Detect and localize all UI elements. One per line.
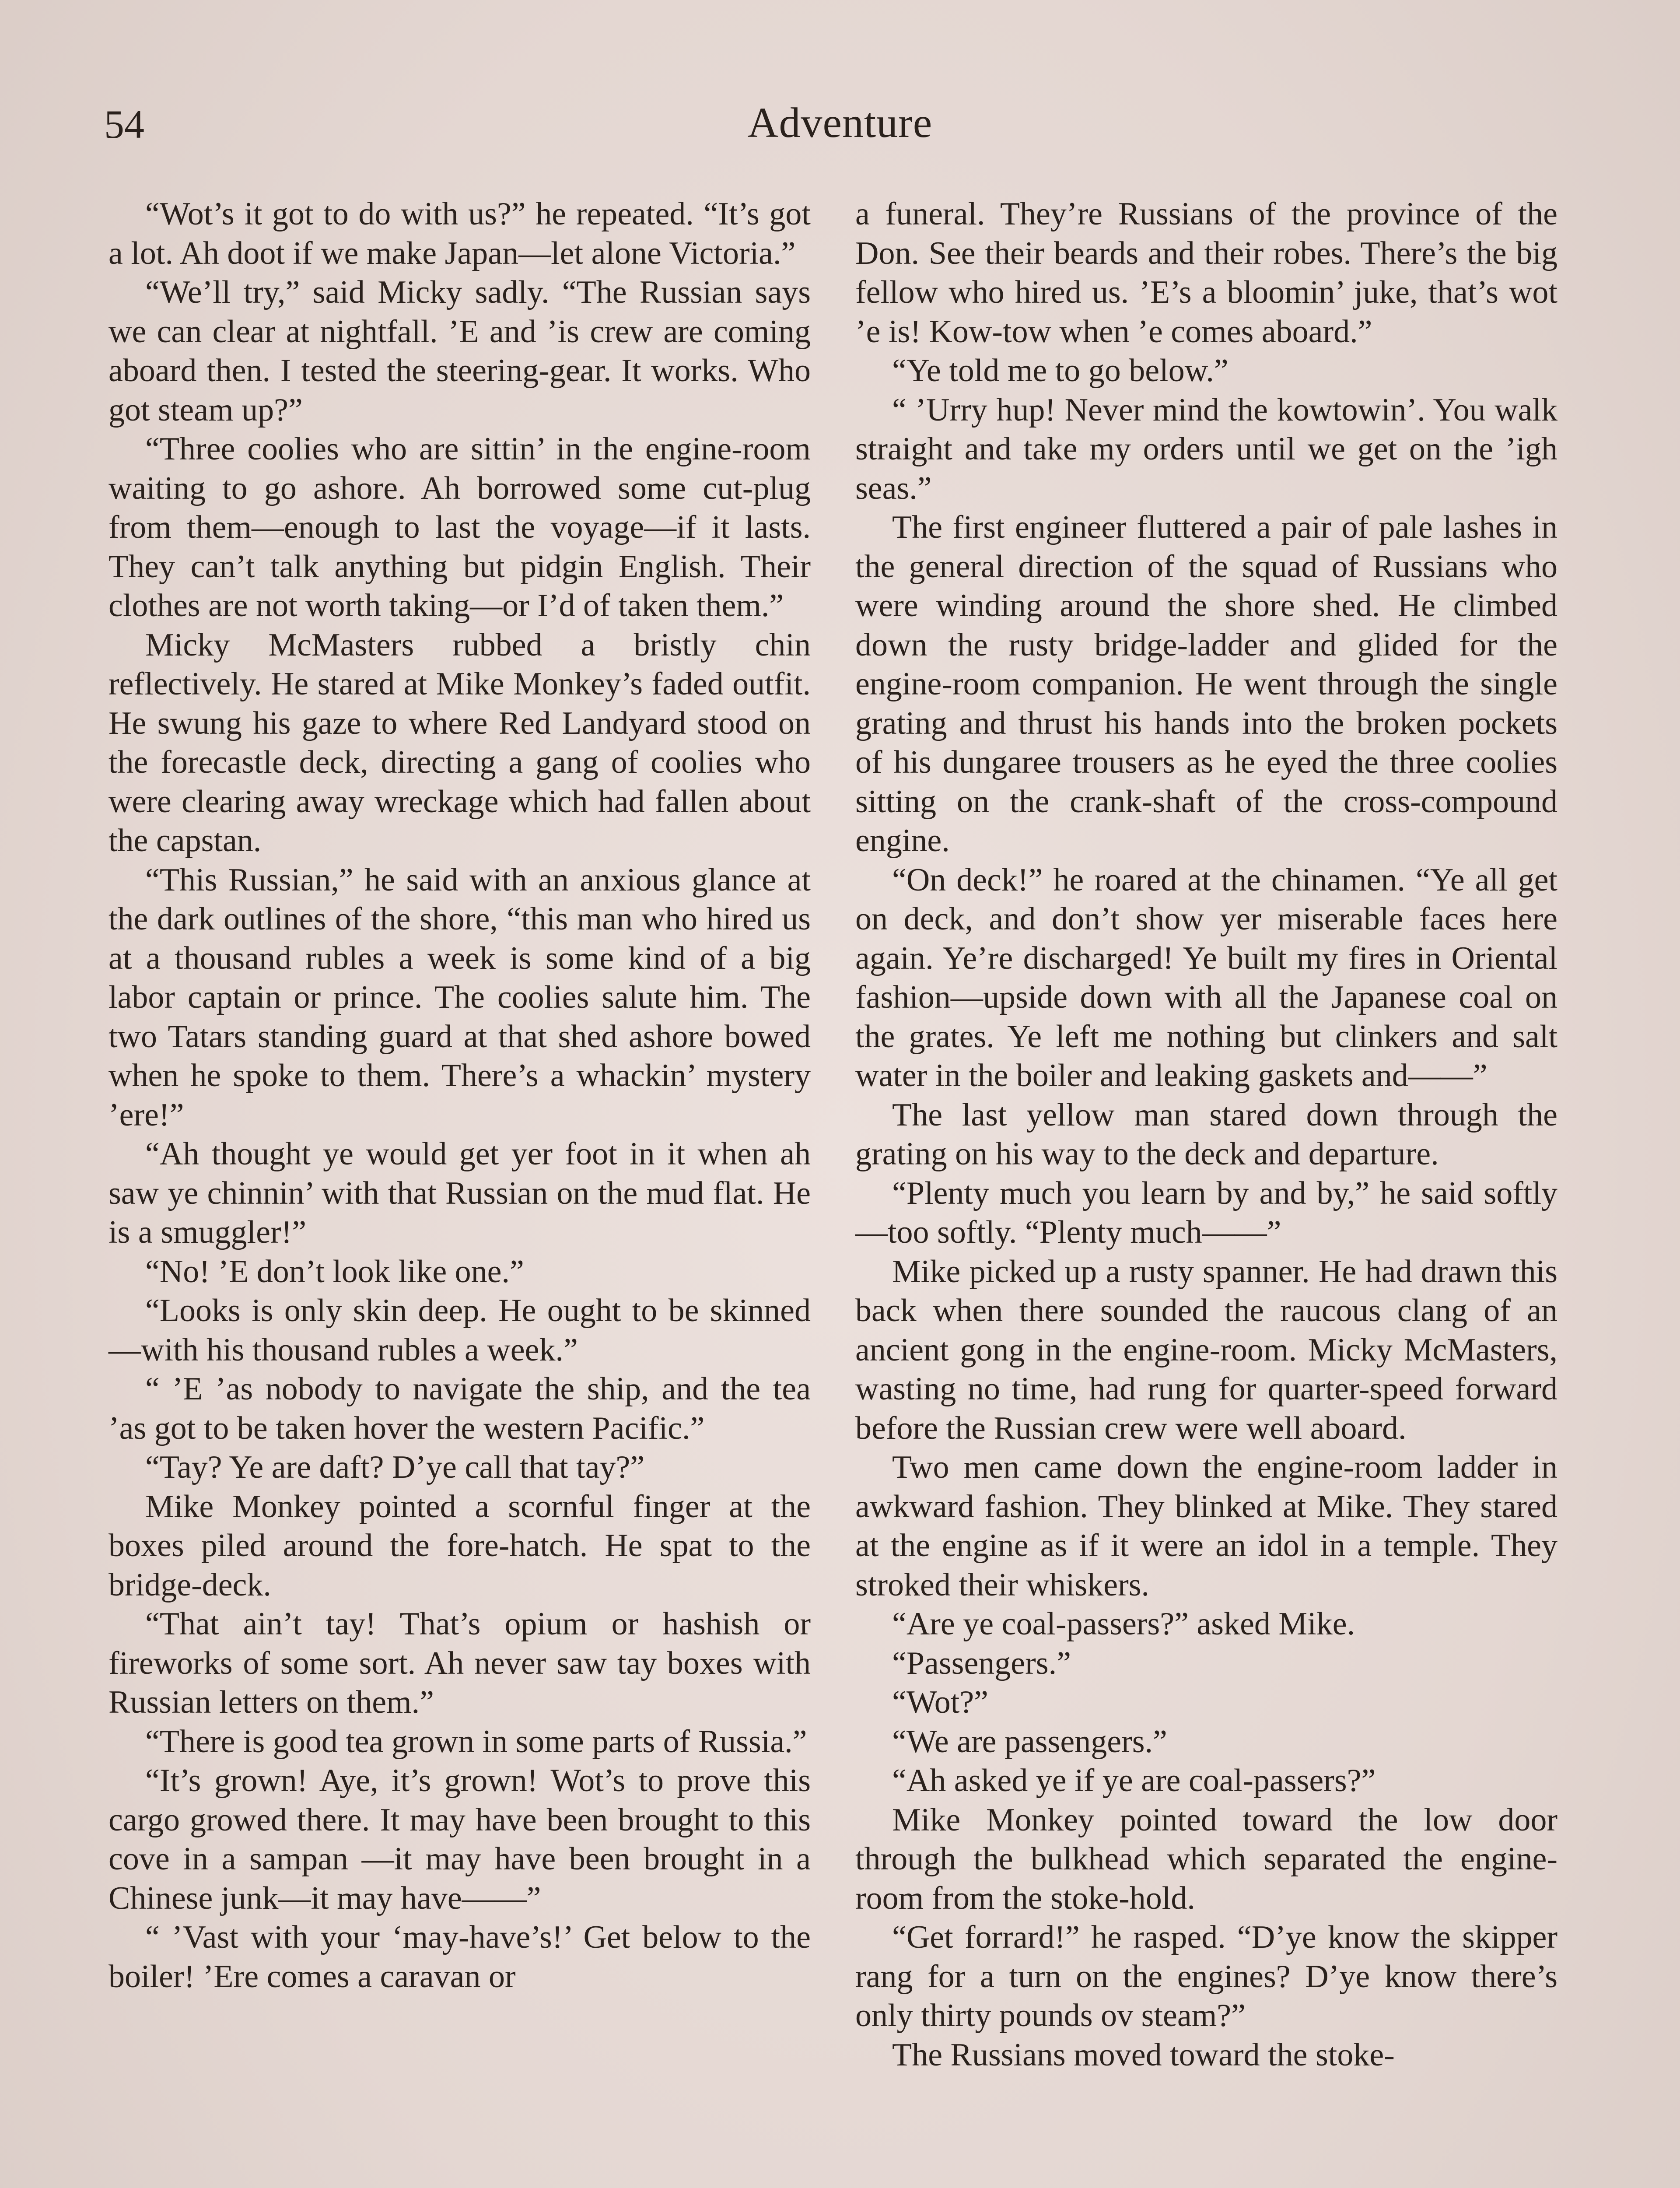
paragraph: “Looks is only skin deep. He ought to be skinned—with his thousand rubles a week.” xyxy=(108,1293,811,1368)
paragraph: “Three coolies who are sittin’ in the engine-room waiting to go ashore. Ah borrowed some cut-plug from them—enough to last the voyage—if it lasts. They can’t talk anything but pidgin English. Their clothes are not worth taking—or I’d of taken them.” xyxy=(108,431,811,624)
paragraph: “Are ye coal-passers?” asked Mike. xyxy=(892,1606,1355,1642)
paragraph: “Tay? Ye are daft? D’ye call that tay?” xyxy=(145,1449,645,1485)
paragraph: Mike Monkey pointed toward the low door through the bulkhead which separated the engine-room from the stoke-hold. xyxy=(855,1802,1558,1916)
running-head: Adventure xyxy=(747,99,933,147)
paragraph: “ ’Urry hup! Never mind the kowtowin’. You walk straight and take my orders until we get on the ’igh seas.” xyxy=(855,392,1558,506)
paragraph: Mike Monkey pointed a scornful finger at the boxes piled around the fore-hatch. He spat to the bridge-deck. xyxy=(108,1488,811,1603)
paragraph: “On deck!” he roared at the chinamen. “Ye all get on deck, and don’t show yer miserable faces here again. Ye’re discharged! Ye built my fires in Oriental fashion—upside down with all the Japanese coal on the grates. Ye left me nothing but clinkers and salt water in the boiler and leaking gaskets and——” xyxy=(855,862,1558,1094)
paragraph: “We’ll try,” said Micky sadly. “The Russian says we can clear at nightfall. ’E and ’is crew are coming aboard then. I tested the steering-gear. It works. Who got steam up?” xyxy=(108,274,811,428)
paragraph: The last yellow man stared down through the grating on his way to the deck and departure. xyxy=(855,1097,1558,1172)
paragraph: “Ye told me to go below.” xyxy=(892,353,1228,389)
paragraph: “ ’E ’as nobody to navigate the ship, and the tea ’as got to be taken hover the western Pacific.” xyxy=(108,1371,811,1446)
paragraph: “There is good tea grown in some parts of Russia.” xyxy=(145,1723,807,1760)
paragraph: “Wot’s it got to do with us?” he repeated. “It’s got a lot. Ah doot if we make Japan—let alone Victoria.” xyxy=(108,196,811,271)
paragraph: a funeral. They’re Russians of the province of the Don. See their beards and their robes. There’s the big fellow who hired us. ’E’s a bloomin’ juke, that’s wot ’e is! Kow-tow when ’e comes aboard.” xyxy=(855,196,1558,350)
paragraph: “Wot?” xyxy=(892,1684,989,1720)
paragraph: The Russians moved toward the stoke- xyxy=(892,2037,1395,2073)
paragraph: Mike picked up a rusty spanner. He had drawn this back when there sounded the raucous clang of an ancient gong in the engine-room. Micky McMasters, wasting no time, had rung for quarter-speed forward before the Russian crew were well aboard. xyxy=(855,1253,1558,1446)
paragraph: “This Russian,” he said with an anxious glance at the dark outlines of the shore, “this man who hired us at a thousand rubles a week is some kind of a big labor captain or prince. The coolies salute him. The two Tatars standing guard at that shed ashore bowed when he spoke to them. There’s a whackin’ mystery ’ere!” xyxy=(108,862,811,1133)
paragraph: The first engineer fluttered a pair of pale lashes in the general direction of the squad of Russians who were winding around the shore shed. He climbed down the rusty bridge-ladder and glided for the engine-room companion. He went through the single grating and thrust his hands into the broken pockets of his dungaree trousers as he eyed the three coolies sitting on the crank-shaft of the cross-compound engine. xyxy=(855,509,1558,859)
paragraph: Micky McMasters rubbed a bristly chin reflectively. He stared at Mike Monkey’s faded outfit. He swung his gaze to where Red Landyard stood on the forecastle deck, directing a gang of coolies who were clearing away wreckage which had fallen about the capstan. xyxy=(108,627,811,859)
paragraph: “That ain’t tay! That’s opium or hashish or fireworks of some sort. Ah never saw tay boxes with Russian letters on them.” xyxy=(108,1606,811,1720)
left-column xyxy=(108,195,811,1996)
paragraph: “Plenty much you learn by and by,” he said softly—too softly. “Plenty much——” xyxy=(855,1175,1558,1250)
paragraph: “It’s grown! Aye, it’s grown! Wot’s to prove this cargo growed there. It may have been brought to this cove in a sampan —it may have been brought in a Chinese junk—it may have——” xyxy=(108,1763,811,1916)
right-column xyxy=(855,195,1558,2075)
paragraph: “Get forrard!” he rasped. “D’ye know the skipper rang for a turn on the engines? D’ye know there’s only thirty pounds ov steam?” xyxy=(855,1919,1558,2034)
paragraph: “Passengers.” xyxy=(892,1645,1071,1681)
paragraph: Two men came down the engine-room ladder in awkward fashion. They blinked at Mike. They stared at the engine as if it were an idol in a temple. They stroked their whiskers. xyxy=(855,1449,1558,1603)
page-number: 54 xyxy=(104,102,144,147)
paragraph: “ ’Vast with your ‘may-have’s!’ Get below to the boiler! ’Ere comes a caravan or xyxy=(108,1919,811,1995)
paragraph: “We are passengers.” xyxy=(892,1723,1167,1760)
paragraph: “Ah thought ye would get yer foot in it when ah saw ye chinnin’ with that Russian on the mud flat. He is a smuggler!” xyxy=(108,1136,811,1250)
paragraph: “No! ’E don’t look like one.” xyxy=(145,1253,524,1290)
paragraph: “Ah asked ye if ye are coal-passers?” xyxy=(892,1763,1376,1799)
